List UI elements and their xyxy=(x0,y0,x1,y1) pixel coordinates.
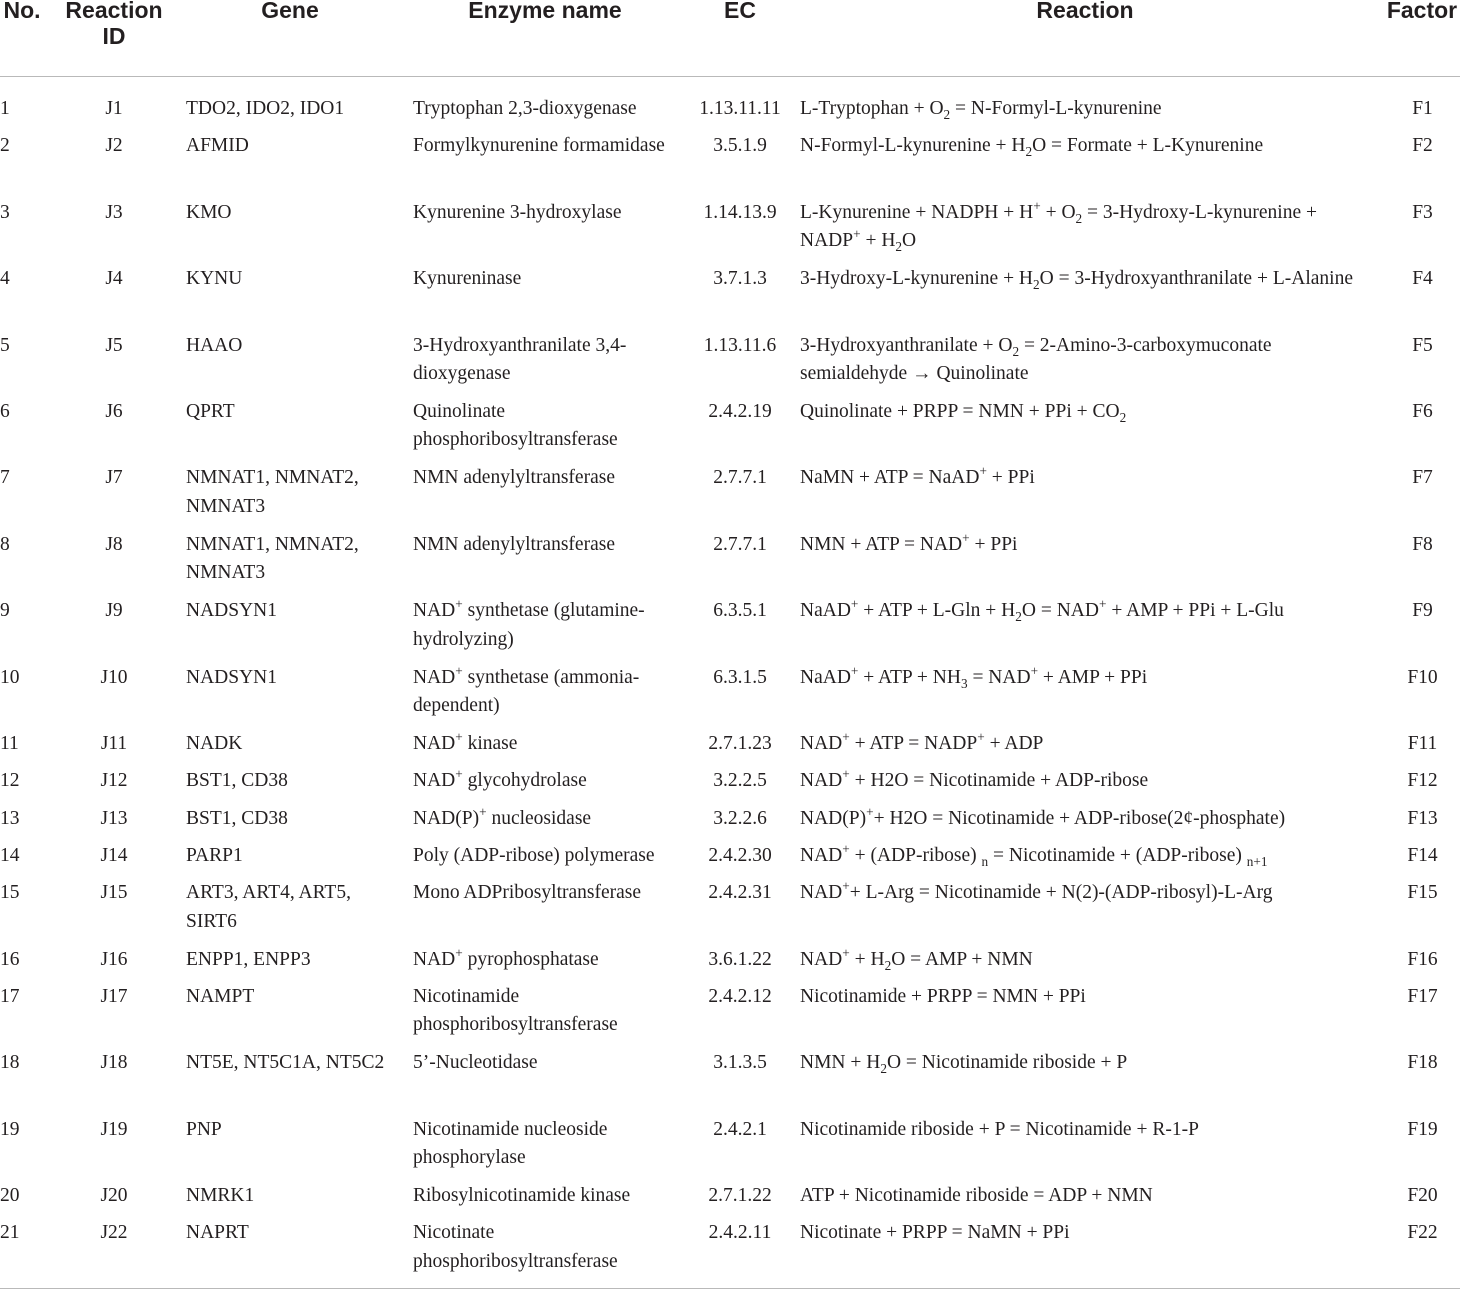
cell-gene: NAMPT xyxy=(186,985,255,1007)
cell-ec: 1.13.11.6 xyxy=(703,334,777,356)
cell-ec: 3.1.3.5 xyxy=(713,1052,767,1074)
cell-ec: 6.3.5.1 xyxy=(713,600,767,622)
cell-enzyme-name: Kynureninase xyxy=(413,268,522,290)
cell-factor: F19 xyxy=(1407,1118,1438,1140)
cell-reaction: 3-Hydroxyanthranilate + $O_2$ = 2-Amino-3-carboxymuconate semialdehyde → Quinolinate xyxy=(800,334,1272,384)
cell-reaction: NaAD+ + ATP + $NH_3 = NAD^+$ + AMP + PPi xyxy=(800,663,1148,691)
cell-reaction-id: J20 xyxy=(100,1185,128,1206)
cell-no: 15 xyxy=(0,882,20,904)
header-enzyme-name: Enzyme name xyxy=(468,0,622,23)
cell-factor: F6 xyxy=(1412,400,1433,422)
cell-reaction-id: J18 xyxy=(100,1052,128,1074)
cell-no: 8 xyxy=(0,533,10,555)
cell-factor: F18 xyxy=(1407,1052,1438,1074)
cell-ec: 2.4.2.31 xyxy=(708,882,772,904)
cell-factor: F10 xyxy=(1407,666,1438,688)
cell-gene: PNP xyxy=(186,1118,222,1140)
header-gene: Gene xyxy=(261,0,319,23)
cell-no: 18 xyxy=(0,1052,20,1074)
cell-factor: F9 xyxy=(1412,600,1433,622)
cell-no: 7 xyxy=(0,467,10,489)
cell-ec: 2.7.7.1 xyxy=(713,467,767,489)
cell-gene: NADSYN1 xyxy=(186,600,278,622)
cell-gene: PARP1 xyxy=(186,844,243,866)
cell-gene: NMNAT1, NMNAT2, NMNAT3 xyxy=(186,467,359,517)
cell-reaction: Nicotinamide riboside + P = Nicotinamide + R-1-P xyxy=(800,1118,1199,1140)
cell-gene: NADSYN1 xyxy=(186,666,278,688)
header-reaction-id-line1: Reaction xyxy=(65,0,163,23)
cell-gene: HAAO xyxy=(186,334,243,356)
cell-reaction: Nicotinate + PRPP = NaMN + PPi xyxy=(800,1222,1070,1244)
header-factor: Factor xyxy=(1386,0,1458,23)
cell-gene: QPRT xyxy=(186,400,235,422)
cell-ec: 3.2.2.6 xyxy=(713,807,767,829)
cell-reaction-id: J22 xyxy=(100,1222,128,1244)
cell-ec: 3.5.1.9 xyxy=(713,135,767,157)
cell-enzyme-name: Nicotinate phosphoribosyltransferase xyxy=(413,1222,618,1272)
cell-ec: 2.7.7.1 xyxy=(713,533,767,555)
cell-reaction: NAD+ + H2O = Nicotinamide + ADP-ribose xyxy=(800,766,1149,792)
cell-reaction: Quinolinate + PRPP = NMN + PPi + $CO_2$ xyxy=(800,400,1127,425)
cell-ec: 2.4.2.1 xyxy=(713,1118,767,1140)
cell-factor: F11 xyxy=(1407,732,1438,754)
cell-factor: F2 xyxy=(1412,135,1433,157)
cell-gene: NMRK1 xyxy=(186,1185,255,1206)
cell-reaction-id: J11 xyxy=(100,732,128,754)
cell-reaction: NAD(P)++ H2O = Nicotinamide + ADP-ribose(2¢-phosphate) xyxy=(800,804,1286,829)
cell-ec: 2.4.2.11 xyxy=(708,1222,772,1244)
cell-ec: 1.13.11.11 xyxy=(699,98,781,119)
cell-enzyme-name: Formylkynurenine formamidase xyxy=(413,135,665,157)
cell-no: 17 xyxy=(0,985,20,1007)
cell-reaction: Nicotinamide + PRPP = NMN + PPi xyxy=(800,985,1086,1007)
cell-no: 4 xyxy=(0,268,10,290)
cell-ec: 2.7.1.22 xyxy=(708,1185,772,1206)
cell-ec: 3.6.1.22 xyxy=(708,948,772,970)
cell-no: 20 xyxy=(0,1185,20,1206)
cell-enzyme-name: NAD+ synthetase (glutamine-hydrolyzing) xyxy=(413,596,645,650)
cell-no: 2 xyxy=(0,135,10,157)
cell-reaction: NAD+ + (ADP-ribose) $_n$ = Nicotinamide + (ADP-ribose) $_{n+1}$ xyxy=(800,841,1268,869)
cell-no: 21 xyxy=(0,1222,20,1244)
cell-reaction-id: J19 xyxy=(100,1118,128,1140)
cell-ec: 6.3.1.5 xyxy=(713,666,767,688)
cell-enzyme-name: NAD+ kinase xyxy=(413,729,518,754)
cell-reaction-id: J2 xyxy=(105,135,123,157)
cell-factor: F15 xyxy=(1407,882,1438,904)
cell-no: 6 xyxy=(0,400,10,422)
cell-enzyme-name: NMN adenylyltransferase xyxy=(413,467,615,489)
cell-gene: TDO2, IDO2, IDO1 xyxy=(186,98,345,119)
cell-factor: F5 xyxy=(1412,334,1433,356)
cell-ec: 2.4.2.19 xyxy=(708,400,772,422)
header-reaction-id xyxy=(58,0,170,49)
cell-reaction-id: J6 xyxy=(105,400,123,422)
cell-reaction-id: J3 xyxy=(105,201,123,223)
cell-gene: NADK xyxy=(186,732,243,754)
cell-reaction-id: J9 xyxy=(105,600,123,622)
cell-factor: F1 xyxy=(1412,98,1433,119)
cell-gene: BST1, CD38 xyxy=(186,807,288,829)
cell-reaction: NAD++ L-Arg = Nicotinamide + N(2)-(ADP-ribosyl)-L-Arg xyxy=(800,878,1273,904)
cell-gene: ART3, ART4, ART5, SIRT6 xyxy=(186,882,351,932)
cell-gene: NMNAT1, NMNAT2, NMNAT3 xyxy=(186,533,359,584)
cell-reaction-id: J1 xyxy=(105,98,123,119)
cell-reaction-id: J17 xyxy=(100,985,128,1007)
cell-no: 12 xyxy=(0,770,20,792)
cell-reaction: NMN + $H_2O$ = Nicotinamide riboside + P xyxy=(800,1052,1128,1077)
cell-ec: 1.14.13.9 xyxy=(703,201,777,223)
cell-factor: F7 xyxy=(1412,467,1433,489)
cell-factor: F22 xyxy=(1407,1222,1438,1244)
cell-factor: F17 xyxy=(1407,985,1438,1007)
cell-gene: NAPRT xyxy=(186,1222,249,1244)
cell-reaction: L-Kynurenine + NADPH + $H^+ + O_2$ = 3-Hydroxy-L-kynurenine + NADP+ + $H_2O$ xyxy=(800,198,1317,255)
cell-enzyme-name: NMN adenylyltransferase xyxy=(413,533,615,555)
cell-no: 9 xyxy=(0,600,10,622)
cell-enzyme-name: NAD+ pyrophosphatase xyxy=(413,945,599,970)
cell-reaction-id: J14 xyxy=(100,844,128,866)
cell-gene: AFMID xyxy=(186,135,249,157)
cell-enzyme-name: Poly (ADP-ribose) polymerase xyxy=(413,844,655,866)
cell-enzyme-name: NAD+ glycohydrolase xyxy=(413,766,587,792)
cell-reaction-id: J5 xyxy=(105,334,123,356)
cell-enzyme-name: Kynurenine 3-hydroxylase xyxy=(413,201,622,223)
cell-reaction-id: J7 xyxy=(105,467,123,489)
cell-ec: 2.4.2.12 xyxy=(708,985,772,1007)
cell-no: 3 xyxy=(0,201,10,223)
cell-gene: KMO xyxy=(186,201,232,223)
cell-reaction: ATP + Nicotinamide riboside = ADP + NMN xyxy=(800,1185,1153,1206)
cell-factor: F8 xyxy=(1412,533,1433,555)
cell-factor: F13 xyxy=(1407,807,1438,829)
cell-ec: 3.7.1.3 xyxy=(713,268,767,290)
cell-ec: 2.7.1.23 xyxy=(708,732,772,754)
bottom-rule xyxy=(0,1288,1460,1289)
cell-enzyme-name: Nicotinamide phosphoribosyltransferase xyxy=(413,985,618,1036)
cell-no: 13 xyxy=(0,807,20,829)
cell-gene: BST1, CD38 xyxy=(186,770,288,792)
cell-factor: F3 xyxy=(1412,201,1433,223)
table-header xyxy=(0,0,1460,77)
cell-gene: KYNU xyxy=(186,268,243,290)
cell-no: 11 xyxy=(0,732,19,754)
cell-reaction: NMN + ATP = NAD+ + PPi xyxy=(800,530,1018,555)
cell-reaction: 3-Hydroxy-L-kynurenine + $H_2O$ = 3-Hydroxyanthranilate + L-Alanine xyxy=(800,268,1353,292)
cell-gene: ENPP1, ENPP3 xyxy=(186,948,311,970)
cell-enzyme-name: Quinolinate phosphoribosyltransferase xyxy=(413,400,618,451)
cell-no: 10 xyxy=(0,666,20,688)
cell-ec: 2.4.2.30 xyxy=(708,844,772,866)
cell-reaction: L-Tryptophan + $O_2$ = N-Formyl-L-kynurenine xyxy=(800,98,1162,122)
cell-reaction: N-Formyl-L-kynurenine + $H_2O$ = Formate + L-Kynurenine xyxy=(800,135,1264,160)
cell-factor: F16 xyxy=(1407,948,1438,970)
cell-reaction-id: J12 xyxy=(100,770,128,792)
cell-no: 16 xyxy=(0,948,20,970)
cell-reaction-id: J4 xyxy=(105,268,123,290)
cell-reaction-id: J15 xyxy=(100,882,128,904)
cell-factor: F20 xyxy=(1407,1185,1438,1206)
cell-enzyme-name: NAD(P)+ nucleosidase xyxy=(413,804,592,829)
cell-ec: 3.2.2.5 xyxy=(713,770,767,792)
cell-no: 5 xyxy=(0,334,10,356)
cell-enzyme-name: Mono ADPribosyltransferase xyxy=(413,882,642,904)
header-ec: EC xyxy=(724,0,756,23)
cell-no: 1 xyxy=(0,98,10,119)
cell-enzyme-name: 5’-Nucleotidase xyxy=(413,1052,538,1074)
cell-reaction-id: J16 xyxy=(100,948,128,970)
cell-reaction-id: J10 xyxy=(100,666,128,688)
cell-no: 14 xyxy=(0,844,20,866)
cell-enzyme-name: 3-Hydroxyanthranilate 3,4-dioxygenase xyxy=(413,334,627,384)
cell-enzyme-name: Tryptophan 2,3-dioxygenase xyxy=(413,98,637,119)
cell-reaction: NaAD+ + ATP + $L-Gln + H_2O = NAD^+$ + AMP + PPi + L-Glu xyxy=(800,596,1284,624)
cell-factor: F12 xyxy=(1407,770,1438,792)
cell-reaction: NaMN + ATP = NaAD+ + PPi xyxy=(800,463,1035,489)
cell-no: 19 xyxy=(0,1118,20,1140)
header-no: No. xyxy=(3,0,41,23)
cell-reaction: NAD+ + ATP = NADP+ + ADP xyxy=(800,729,1044,754)
cell-enzyme-name: Nicotinamide nucleoside phosphorylase xyxy=(413,1118,608,1169)
header-reaction: Reaction xyxy=(1036,0,1134,23)
cell-factor: F14 xyxy=(1407,844,1438,866)
cell-reaction-id: J13 xyxy=(100,807,128,829)
cell-enzyme-name: NAD+ synthetase (ammonia-dependent) xyxy=(413,663,640,716)
cell-gene: NT5E, NT5C1A, NT5C2 xyxy=(186,1052,385,1074)
cell-reaction: $NAD^+ + H_2O$ = AMP + NMN xyxy=(800,945,1033,973)
cell-factor: F4 xyxy=(1412,268,1433,290)
cell-reaction-id: J8 xyxy=(105,533,123,555)
header-reaction-id-line2: ID xyxy=(102,23,126,49)
cell-enzyme-name: Ribosylnicotinamide kinase xyxy=(413,1185,631,1206)
